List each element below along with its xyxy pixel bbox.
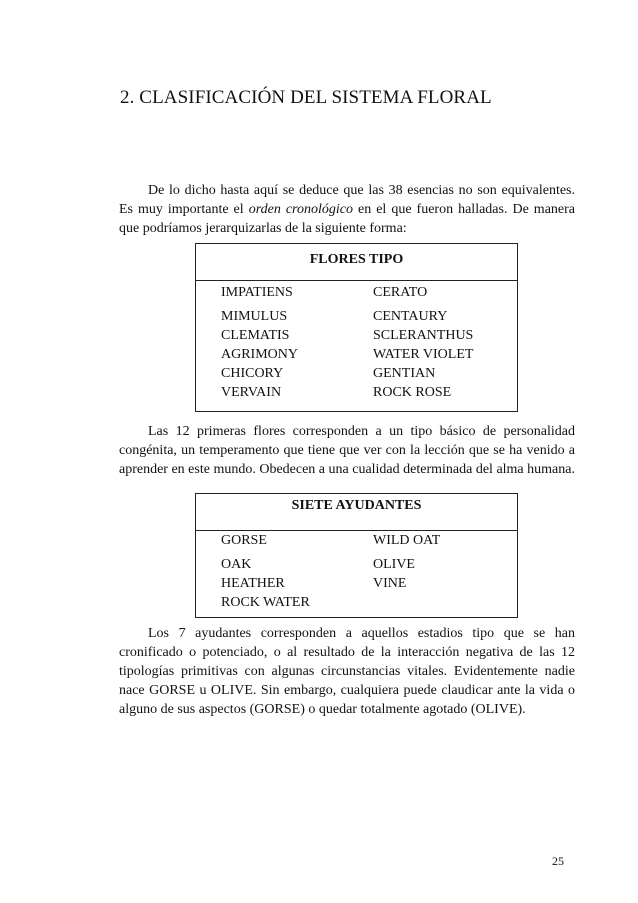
flower-name: ROCK ROSE [373,385,452,400]
flower-name: CHICORY [221,366,284,381]
flower-name: HEATHER [221,576,285,591]
flower-name: OAK [221,557,252,572]
flower-name: AGRIMONY [221,347,298,362]
flower-name: OLIVE [373,557,415,572]
intro-text-end: en el que fueron halladas. De manera que podríamos jerarquizarlas de la siguiente forma: [119,202,575,236]
page-number: 25 [552,854,564,868]
flores-tipo-heading: FLORES TIPO [196,244,517,281]
paragraph-flores-tipo: Las 12 primeras flores corresponden a un tipo básico de personalidad congénita, un temperamento que tiene que ver con la lección que se ha venido a aprender en este mundo. Obedecen a una cualidad determinada del alma humana. [119,424,575,477]
flower-name: WATER VIOLET [373,347,474,362]
siete-ayudantes-right-column [373,531,440,593]
intro-emphasis: orden cronológico [248,202,353,217]
flower-name: SCLERANTHUS [373,328,474,343]
flower-name: WILD OAT [373,533,441,548]
flores-tipo-table [195,243,518,412]
paragraph-siete-ayudantes: Los 7 ayudantes corresponden a aquellos estadios tipo que se han cronificado o potenciado, o al resultado de la interacción negativa de las 12 tipologías primitivas con algunas circunstancias vitales. Evidentemente nadie nace GORSE u OLIVE. Sin embargo, cualquiera puede claudicar ante la vida o alguno de sus aspectos (GORSE) o quedar totalmente agotado (OLIVE). [119,626,575,717]
flower-name: VINE [373,576,407,591]
flower-name: IMPATIENS [221,285,293,300]
siete-ayudantes-heading: SIETE AYUDANTES [196,494,517,531]
flower-name: GENTIAN [373,366,436,381]
flower-name: CLEMATIS [221,328,290,343]
flower-name: GORSE [221,533,267,548]
flores-tipo-body [196,281,517,411]
paragraph-intro [119,181,575,238]
flower-name: MIMULUS [221,309,288,324]
flower-name: ROCK WATER [221,595,310,610]
flower-name: VERVAIN [221,385,282,400]
section-title: 2. CLASIFICACIÓN DEL SISTEMA FLORAL [120,87,492,108]
flower-name: CENTAURY [373,309,448,324]
siete-ayudantes-table [195,493,518,618]
siete-ayudantes-body [196,531,517,619]
flower-name: CERATO [373,285,428,300]
flores-tipo-right-column [373,283,473,402]
siete-ayudantes-left-column [221,531,310,612]
flores-tipo-left-column [221,283,298,402]
intro-text-start: De lo dicho hasta aquí se deduce que las 38 esencias no son equivalentes. Es muy importante el [119,183,575,217]
